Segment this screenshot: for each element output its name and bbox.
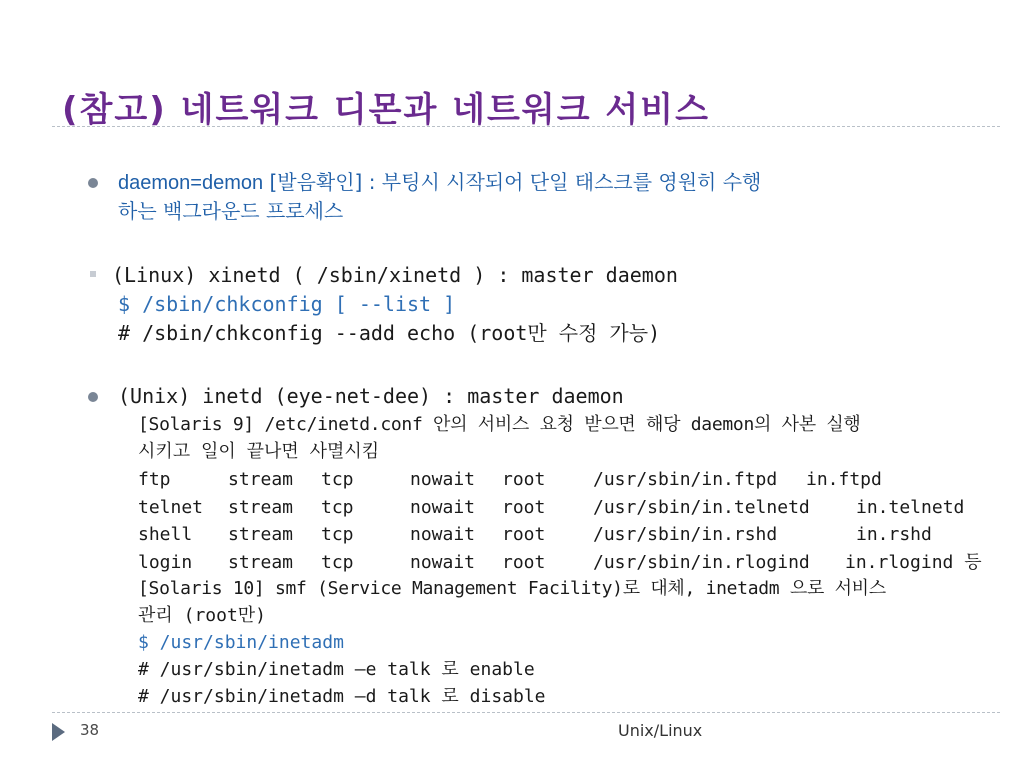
service-wait-cell: nowait	[410, 469, 476, 490]
service-wait-cell: nowait	[410, 551, 476, 573]
inetadm-enable: # /usr/sbin/inetadm –e talk 로 enable	[138, 659, 535, 680]
service-args-cell: in.rshd	[856, 524, 932, 545]
bullet-square-2	[90, 271, 96, 277]
inetadm-disable: # /usr/sbin/inetadm –d talk 로 disable	[138, 686, 546, 707]
service-user-cell: root	[502, 524, 546, 545]
solaris9-line2: 시키고 일이 끝나면 사멸시킴	[138, 441, 380, 462]
service-proto-cell: tcp	[321, 524, 354, 545]
service-proto-cell: tcp	[321, 496, 354, 518]
title-divider	[52, 126, 1000, 127]
solaris10-line1: [Solaris 10] smf (Service Management Facility)로 대체, inetadm 으로 서비스	[138, 578, 886, 599]
service-name-cell: telnet	[138, 496, 204, 518]
footer-course-title: Unix/Linux	[618, 721, 703, 740]
bullet1-definition: [발음확인] : 부팅시 시작되어 단일 태스크를 영원히 수행	[263, 170, 762, 194]
bullet1-line1	[118, 169, 761, 197]
service-path-cell: /usr/sbin/in.rshd	[593, 524, 778, 545]
bullet2-chkconfig-list: $ /sbin/chkconfig [ --list ]	[118, 292, 456, 316]
bullet3-heading: (Unix) inetd (eye-net-dee) : master daemon	[118, 384, 624, 408]
bullet-dot-1	[88, 178, 98, 188]
solaris10-line2: 관리 (root만)	[138, 605, 267, 626]
service-args-cell: in.ftpd	[806, 469, 882, 490]
service-type-cell: stream	[228, 524, 294, 545]
service-name-cell: shell	[138, 524, 193, 545]
bullet2-chkconfig-add: # /sbin/chkconfig --add echo (root만 수정 가능)	[118, 321, 661, 345]
service-name-cell: login	[138, 551, 193, 573]
service-user-cell: root	[502, 551, 546, 573]
inetadm-command: $ /usr/sbin/inetadm	[138, 632, 344, 653]
slide-title: (참고) 네트워크 디몬과 네트워크 서비스	[62, 90, 710, 130]
service-path-cell: /usr/sbin/in.ftpd	[593, 469, 778, 490]
service-type-cell: stream	[228, 551, 294, 573]
service-args-cell: in.telnetd	[856, 496, 965, 518]
service-type-cell: stream	[228, 469, 294, 490]
service-type-cell: stream	[228, 496, 294, 518]
service-args-cell: in.rlogind 등	[845, 551, 982, 573]
service-path-cell: /usr/sbin/in.telnetd	[593, 496, 810, 518]
service-name-cell: ftp	[138, 469, 171, 490]
service-user-cell: root	[502, 496, 546, 518]
page-number: 38	[80, 721, 100, 739]
footer-divider	[52, 712, 1000, 713]
service-user-cell: root	[502, 469, 546, 490]
footer-triangle-icon	[52, 723, 65, 741]
service-wait-cell: nowait	[410, 496, 476, 518]
solaris9-line1: [Solaris 9] /etc/inetd.conf 안의 서비스 요청 받으면 해당 daemon의 사본 실행	[138, 414, 861, 435]
service-proto-cell: tcp	[321, 551, 354, 573]
bullet1-line2: 하는 백그라운드 프로세스	[118, 199, 344, 223]
service-wait-cell: nowait	[410, 524, 476, 545]
bullet1-term: daemon=demon	[118, 172, 264, 194]
bullet-dot-3	[88, 392, 98, 402]
service-path-cell: /usr/sbin/in.rlogind	[593, 551, 810, 573]
bullet2-line1: (Linux) xinetd ( /sbin/xinetd ) : master daemon	[112, 263, 678, 287]
service-proto-cell: tcp	[321, 469, 354, 490]
